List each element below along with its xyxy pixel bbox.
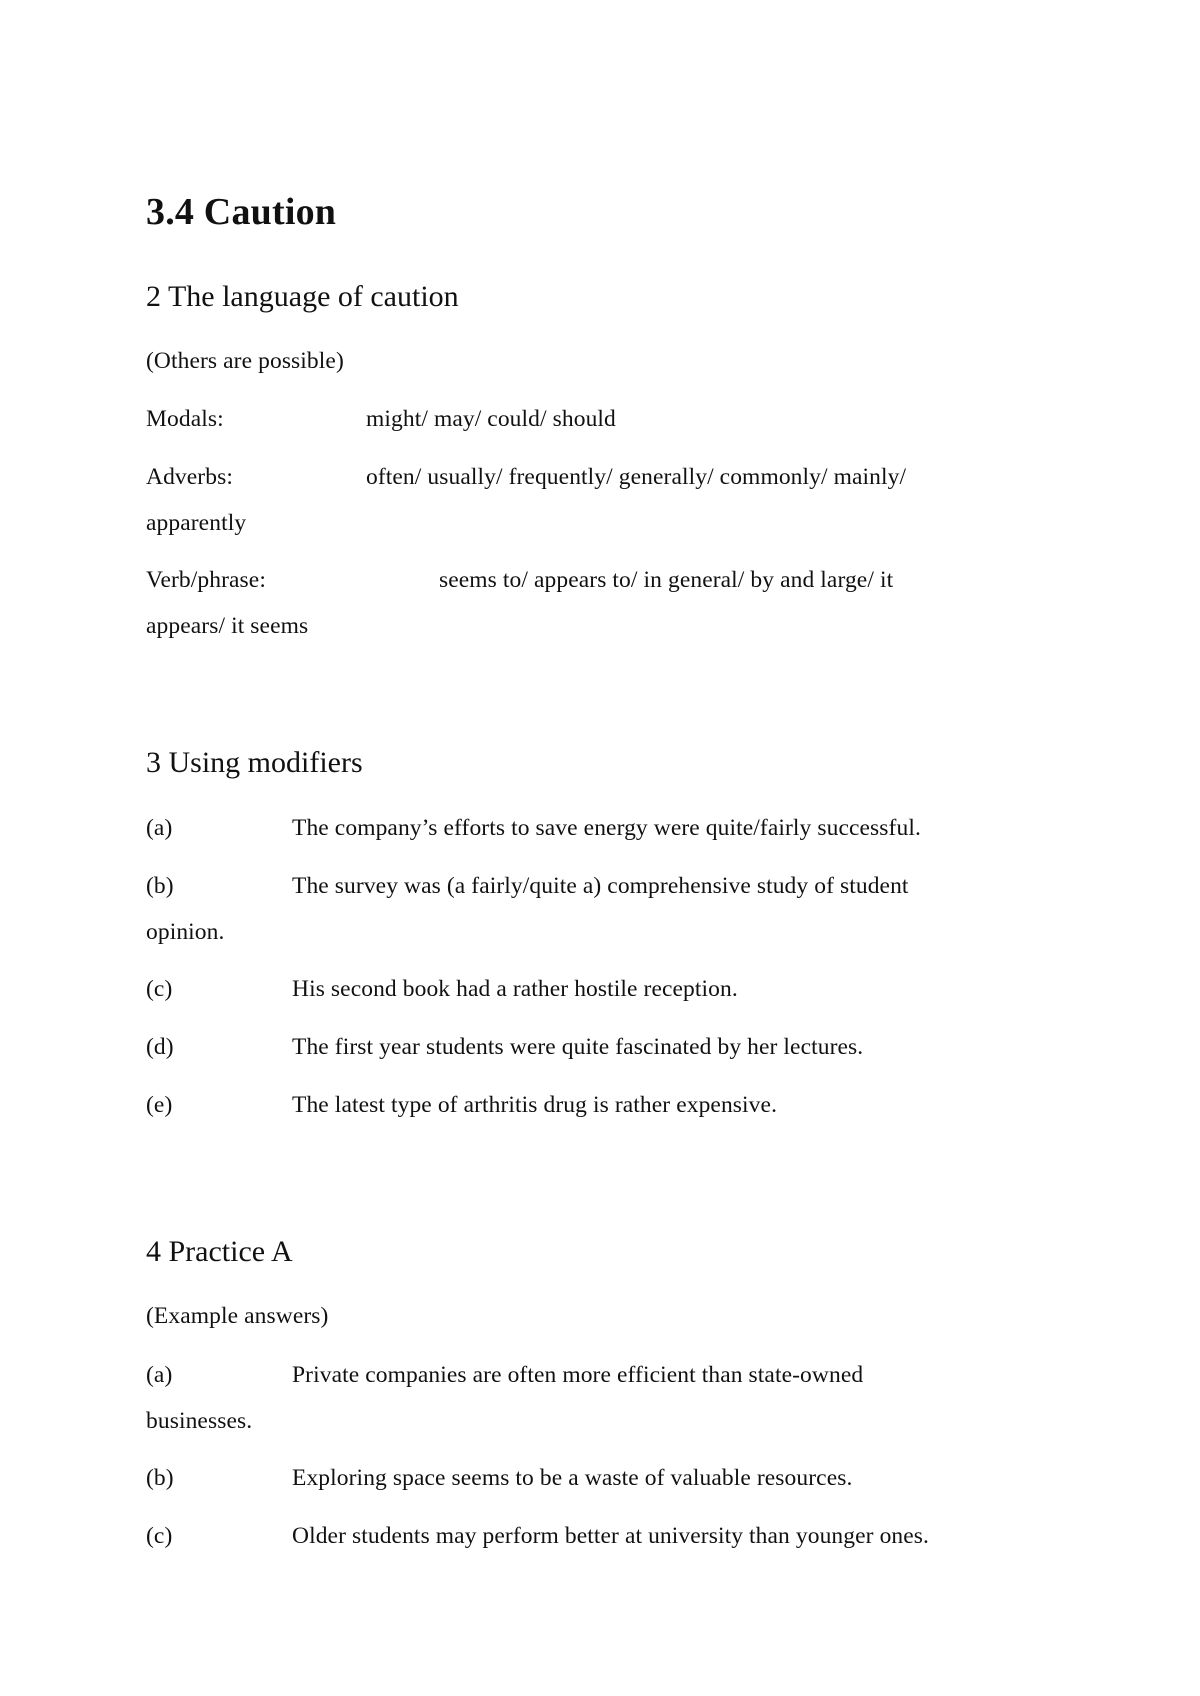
section-3-heading: 3 Using modifiers [146,746,363,779]
list-item-marker: (d) [146,1034,174,1060]
list-item-marker: (c) [146,1523,173,1549]
list-item-marker: (b) [146,873,174,899]
list-item-text: The company’s efforts to save energy were quite/fairly successful. [292,815,921,841]
adverbs-text-continued: apparently [146,510,247,536]
list-item-text: The first year students were quite fascinated by her lectures. [292,1034,864,1060]
adverbs-text: often/ usually/ frequently/ generally/ commonly/ mainly/ [366,464,907,490]
list-item-marker: (a) [146,815,173,841]
verb-phrase-text-continued: appears/ it seems [146,613,309,639]
verb-phrase-text: seems to/ appears to/ in general/ by and large/ it [439,567,894,593]
modals-text: might/ may/ could/ should [366,406,616,432]
list-item-text: Older students may perform better at university than younger ones. [292,1523,930,1549]
list-item-marker: (a) [146,1362,173,1388]
section-4-heading: 4 Practice A [146,1235,293,1268]
list-item-text: The latest type of arthritis drug is rather expensive. [292,1092,778,1118]
adverbs-label: Adverbs: [146,464,233,490]
page-title: 3.4 Caution [146,191,337,233]
list-item-text: Private companies are often more efficient than state-owned [292,1362,864,1388]
section-4-note: (Example answers) [146,1303,329,1329]
list-item-marker: (e) [146,1092,173,1118]
list-item-text-continued: businesses. [146,1408,253,1434]
modals-label: Modals: [146,406,224,432]
list-item-marker: (b) [146,1465,174,1491]
list-item-text: Exploring space seems to be a waste of valuable resources. [292,1465,853,1491]
list-item-text: The survey was (a fairly/quite a) comprehensive study of student [292,873,909,899]
list-item-text-continued: opinion. [146,919,225,945]
verb-phrase-label: Verb/phrase: [146,567,266,593]
list-item-text: His second book had a rather hostile reception. [292,976,738,1002]
section-2-note: (Others are possible) [146,348,344,374]
section-2-heading: 2 The language of caution [146,280,459,313]
list-item-marker: (c) [146,976,173,1002]
